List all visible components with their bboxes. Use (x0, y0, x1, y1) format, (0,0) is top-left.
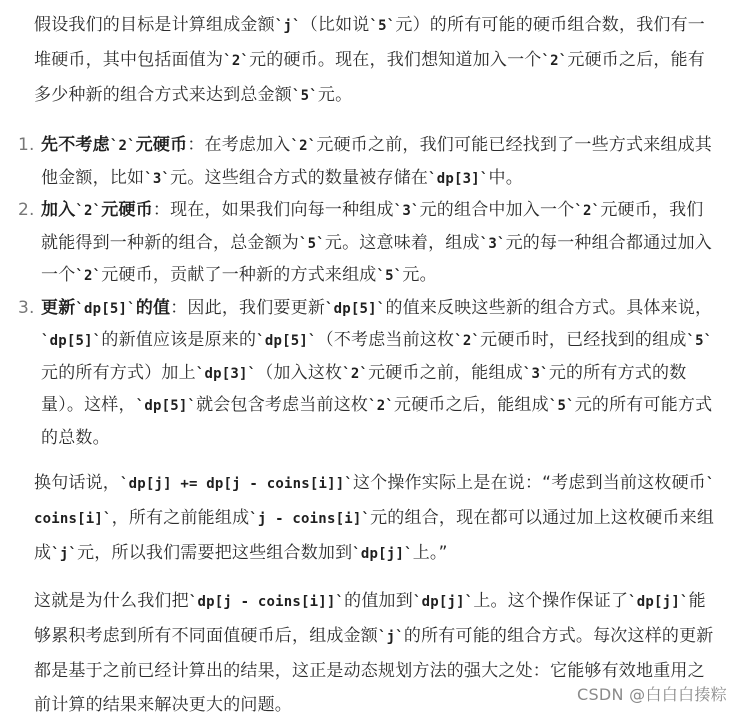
inline-code: `dp[j]` (412, 594, 474, 610)
text: 中。 (488, 167, 523, 188)
list-item (0, 130, 741, 195)
text: ：在考虑加入 (187, 135, 291, 155)
text: 元。这意味着，组成 (324, 232, 480, 253)
inline-code: `coins[i]` (34, 476, 715, 527)
intro-paragraph (0, 8, 741, 113)
inline-code: `j` (274, 18, 301, 34)
text: 元硬币之后，能有多少种新的组合方式来达到总金额 (34, 50, 705, 105)
inline-code: `3` (393, 203, 420, 219)
inline-code: `2` (454, 333, 481, 349)
text: 的新值应该是原来的 (101, 330, 257, 350)
inline-code: `2` (368, 398, 394, 414)
text: 元硬币之后，能组成 (394, 395, 549, 415)
text: 这个操作实际上是在说：“考虑到当前这枚硬币 (352, 473, 706, 493)
text: 就会包含考虑当前这枚 (196, 395, 369, 415)
inline-code: `2` (109, 138, 136, 154)
list-item (0, 195, 741, 293)
inline-code: `dp[5]` (256, 333, 317, 349)
text: 上。这个操作保证了 (473, 591, 629, 611)
inline-code: `5` (369, 18, 396, 34)
text: 元硬币，贡献了一种新的方式来组成 (101, 265, 377, 285)
text: 能够累积考虑到所有不同面值硬币后，组成金额 (34, 591, 706, 646)
text: 元的所有方式的数量）。这样， (41, 362, 687, 415)
text: 元硬币 (101, 200, 153, 220)
text: 假设我们的目标是计算组成金额 (34, 15, 275, 35)
list-number: 3. (18, 297, 35, 318)
inline-code: `dp[5]` (75, 300, 136, 317)
summary-paragraph (0, 466, 741, 571)
text: ：因此，我们要更新 (170, 297, 326, 318)
inline-code: `j` (378, 629, 404, 645)
inline-code: `dp[j]` (628, 594, 689, 610)
text: 元的硬币。现在，我们想知道加入一个 (249, 50, 542, 70)
inline-code: `5` (548, 398, 575, 414)
inline-code: `dp[3]` (195, 365, 257, 382)
inline-code: `3` (479, 235, 506, 252)
text: 元硬币时，已经找到的组成 (480, 330, 687, 350)
inline-code: `2` (75, 268, 102, 284)
text: 元硬币之前，我们可能已经找到了一些方式来组成其他金额，比如 (41, 135, 713, 188)
inline-code: `5` (299, 235, 325, 252)
inline-code: `2` (223, 53, 250, 69)
text: 元。这些组合方式的数量被存储在 (170, 167, 429, 188)
inline-code: `j - coins[i]` (249, 511, 371, 527)
text: 加入 (41, 200, 76, 220)
text: 元硬币 (135, 135, 188, 155)
text: 元的组合，现在都可以通过加上这枚硬币来组成 (34, 508, 715, 563)
text: 元的所有方式）加上 (41, 362, 196, 383)
text: （不考虑当前这枚 (316, 330, 455, 350)
inline-code: `5` (376, 268, 403, 284)
inline-code: `3` (522, 365, 549, 382)
inline-code: `dp[5]` (135, 398, 197, 414)
item-heading (41, 298, 170, 318)
inline-code: `dp[j] += dp[j - coins[i]]` (120, 476, 353, 492)
text: 的值来反映这些新的组合方式。具体来说， (385, 297, 713, 318)
text: 元）的所有可能的硬币组合数，我们有一堆硬币，其中包括面值为 (34, 15, 706, 70)
inline-code: `dp[5]` (325, 300, 386, 317)
text: 元。 (317, 85, 353, 105)
text: （比如说 (300, 15, 370, 35)
inline-code: `2` (574, 203, 601, 219)
watermark: CSDN @白白白揍粽 (576, 685, 727, 704)
list-number: 2. (18, 200, 35, 220)
inline-code: `5` (292, 88, 318, 104)
inline-code: `dp[j - coins[i]]` (188, 594, 345, 610)
inline-code: `dp[3]` (428, 170, 489, 187)
list-item (0, 293, 741, 455)
text: ，所有之前能组成 (111, 508, 250, 528)
text: 元硬币，我们就能得到一种新的组合，总金额为 (41, 200, 704, 253)
text: 元的组合中加入一个 (419, 200, 575, 220)
text: 的值 (135, 297, 171, 318)
text: 的所有可能的组合方式。每次这样的更新都是基于之前已经计算出的结果，这正是动态规划方法的强大之处：它能够有效地重用之前计算的结果来解决更大的问题。 (34, 626, 714, 715)
text: 先不考虑 (41, 135, 110, 155)
text: 换句话说， (34, 473, 120, 493)
steps-list (0, 130, 741, 454)
text: 元的每一种组合都通过加入一个 (41, 232, 712, 285)
inline-code: `2` (290, 138, 317, 154)
inline-code: `2` (75, 203, 102, 219)
text: 元。 (402, 265, 437, 285)
item-heading (41, 135, 187, 155)
inline-code: `2` (342, 365, 369, 382)
text: 的值加到 (344, 591, 413, 611)
text: 这就是为什么我们把 (34, 591, 189, 611)
inline-code: `dp[5]` (41, 333, 102, 349)
text: ：现在，如果我们向每一种组成 (152, 200, 394, 220)
text: 更新 (41, 297, 76, 318)
item-heading (41, 200, 153, 220)
inline-code: `3` (144, 170, 171, 187)
list-number: 1. (18, 135, 35, 155)
inline-code: `5` (686, 333, 713, 349)
text: 上。” (412, 543, 448, 563)
text: 元，所以我们需要把这些组合数加到 (77, 543, 353, 563)
text: 元的所有可能方式的总数。 (41, 395, 713, 448)
text: （加入这枚 (256, 362, 343, 383)
text: 元硬币之前，能组成 (368, 362, 523, 383)
inline-code: `dp[j]` (352, 546, 413, 562)
inline-code: `j` (51, 546, 78, 562)
inline-code: `2` (541, 53, 568, 69)
